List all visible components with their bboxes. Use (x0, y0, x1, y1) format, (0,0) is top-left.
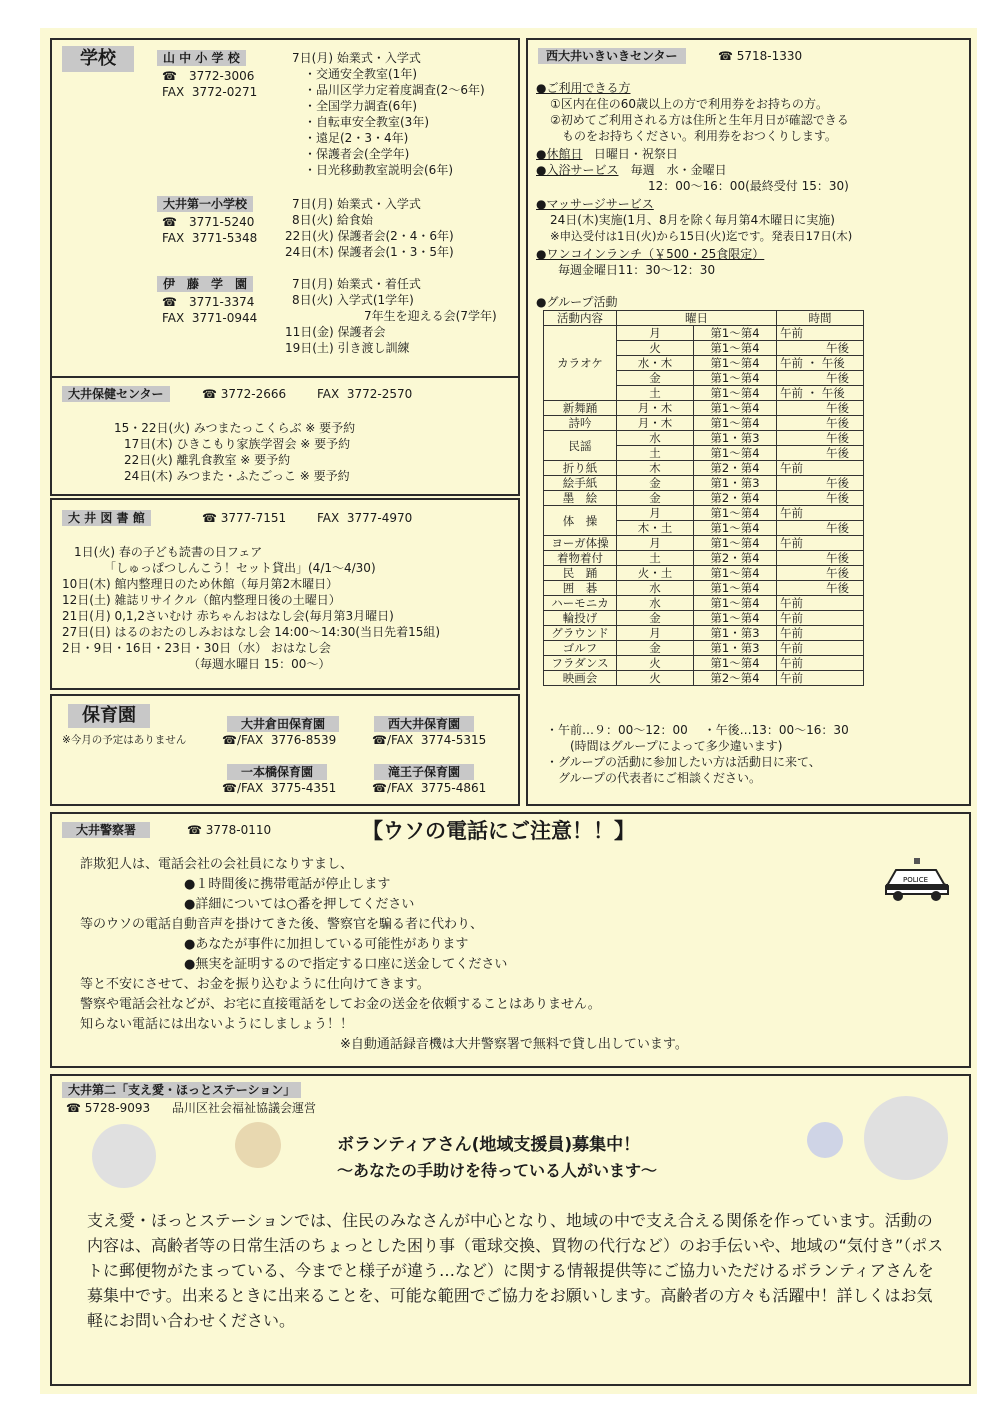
nursery4-tel: ☎/FAX 3775-4861 (372, 781, 487, 795)
school3-event: 7日(月) 始業式・着任式 (292, 277, 421, 291)
library-tel: ☎ 3777-7151 (202, 511, 287, 525)
nursery-box (50, 694, 520, 806)
group-day: 金 (617, 371, 694, 386)
police-title: 【ウソの電話にご注意！！】 (362, 819, 635, 843)
police-tel: ☎ 3778-0110 (187, 823, 272, 837)
police-officer-icon (807, 1122, 843, 1158)
people-icon (864, 1096, 948, 1180)
group-week: 第2・第4 (694, 461, 777, 476)
group-week: 第1・第3 (694, 431, 777, 446)
group-day: 水 (617, 596, 694, 611)
station-body: 支え愛・ほっとステーションでは、住民のみなさんが中心となり、地域の中で支え合える関係を作っています。活動の内容は、高齢者等の日常生活のちょっとした困り事（電球交換、買物の代行など）のお手伝いや、地域の“気付き”（ポストに郵便物がたまっている、今までと様子が違う…など）に関する情報提供等にご協力いただけるボランティアさんを募集中です。出来るときに出来ることを、可能な範囲でご協力をお願いします。高齢者の方々も活躍中！詳しくはお気軽にお問い合わせください。 (87, 1211, 944, 1330)
police-car-label: POLICE (903, 876, 929, 884)
group-time: 午後 (777, 521, 864, 536)
group-week: 第1～第4 (694, 341, 777, 356)
group-week: 第1～第4 (694, 356, 777, 371)
library-line: 27日(日) はるのおたのしみおはなし会 14:00～14:30(当日先着15組) (62, 625, 441, 639)
group-week: 第2～第4 (694, 671, 777, 686)
school1-tel: ☎ 3772-3006 (162, 69, 255, 83)
group-time: 午前 (777, 611, 864, 626)
health-fax: FAX 3772-2570 (317, 387, 413, 401)
station-title: ボランティアさん(地域支援員)募集中！ (337, 1135, 641, 1155)
school3-event: 8日(火) 入学式(1学年) (292, 293, 414, 307)
school1-event: ・日光移動教室説明会(6年) (292, 163, 453, 177)
school3-name: 伊 藤 学 園 (157, 276, 253, 292)
school1-event: ・交通安全教室(1年) (292, 67, 417, 81)
police-car-icon (882, 854, 952, 904)
group-time: 午後 (777, 341, 864, 356)
police-tag: 大井警察署 (62, 822, 150, 838)
group-day: 火 (617, 656, 694, 671)
group-week: 第1～第4 (694, 506, 777, 521)
school3-tel: ☎ 3771-3374 (162, 295, 255, 309)
group-th: 曜日 (617, 311, 777, 326)
group-activity: 着物着付 (544, 551, 617, 566)
group-week: 第1～第4 (694, 446, 777, 461)
nursery-tag: 保育園 (68, 704, 150, 728)
group-row (544, 431, 864, 446)
group-week: 第2・第4 (694, 491, 777, 506)
elderly-couple-icon (235, 1122, 281, 1168)
group-time: 午前 ・ 午後 (777, 386, 864, 401)
school1-fax: FAX 3772-0271 (162, 85, 258, 99)
group-activity: グラウンド (544, 626, 617, 641)
group-time: 午前 ・ 午後 (777, 356, 864, 371)
group-time: 午後 (777, 566, 864, 581)
group-row (544, 566, 864, 581)
group-week: 第1・第3 (694, 626, 777, 641)
police-line: ●詳細については○番を押してください (80, 897, 415, 912)
health-tag: 大井保健センター (62, 386, 170, 402)
school1-event: ・全国学力調査(6年) (292, 99, 417, 113)
group-week: 第1～第4 (694, 566, 777, 581)
center-tag: 西大井いきいきセンター (538, 48, 686, 64)
group-week: 第1～第4 (694, 416, 777, 431)
group-activity: 詩吟 (544, 416, 617, 431)
nursery3-name: 一本橋保育園 (227, 764, 327, 780)
group-activity: 映画会 (544, 671, 617, 686)
group-row (544, 416, 864, 431)
center-group-heading: ●グループ活動 (536, 295, 618, 309)
group-week: 第1～第4 (694, 521, 777, 536)
group-time: 午前 (777, 656, 864, 671)
group-day: 金 (617, 611, 694, 626)
group-time: 午前 (777, 641, 864, 656)
health-line: 24日(木) みつまた・ふたごっこ ※ 要予約 (124, 469, 350, 483)
group-time: 午後 (777, 431, 864, 446)
group-note: ・午前…９：00～12：00 ・午後…13：00～16：30 (546, 723, 849, 737)
school1-event: ・保護者会(全学年) (292, 147, 410, 161)
nursery2-name: 西大井保育園 (374, 716, 474, 732)
center-massage-line: ※申込受付は1日(火)から15日(火)迄です。発表日17日(木) (550, 229, 853, 243)
school3-event: 19日(土) 引き渡し訓練 (285, 341, 410, 355)
library-line: 「しゅっぱつしんこう！セット貸出」(4/1～4/30) (74, 561, 376, 575)
center-massage-line: 24日(木)実施(1月、8月を除く毎月第4木曜日に実施) (550, 213, 835, 227)
center-massage-heading: ●マッサージサービス (536, 197, 654, 211)
group-week: 第1～第4 (694, 656, 777, 671)
group-day: 火・土 (617, 566, 694, 581)
center-bath: 毎週 水・金曜日 (623, 163, 727, 177)
group-day: 土 (617, 386, 694, 401)
center-bath-heading: ●入浴サービス (536, 163, 619, 177)
group-day: 木・土 (617, 521, 694, 536)
group-row (544, 476, 864, 491)
health-line: 17日(木) ひきこもり家族学習会 ※ 要予約 (124, 437, 351, 451)
group-row (544, 536, 864, 551)
group-time: 午前 (777, 596, 864, 611)
group-row (544, 626, 864, 641)
school2-event: 8日(火) 給食始 (292, 213, 373, 227)
police-line: 等と不安にさせて、お金を振り込むように仕向けてきます。 (80, 977, 430, 992)
group-note: (時間はグループによって多少違います) (546, 739, 783, 753)
group-day: 金 (617, 476, 694, 491)
group-note: グループの代表者にご相談ください。 (546, 771, 762, 785)
school2-fax: FAX 3771-5348 (162, 231, 258, 245)
group-week: 第1～第4 (694, 326, 777, 341)
group-row (544, 581, 864, 596)
group-row (544, 491, 864, 506)
group-row (544, 611, 864, 626)
school2-name: 大井第一小学校 (157, 196, 253, 212)
group-day: 月・木 (617, 401, 694, 416)
group-time: 午前 (777, 506, 864, 521)
group-day: 木 (617, 461, 694, 476)
group-day: 月 (617, 326, 694, 341)
health-line: 22日(火) 離乳食教室 ※ 要予約 (124, 453, 291, 467)
group-activity: 輪投げ (544, 611, 617, 626)
group-week: 第1～第4 (694, 386, 777, 401)
school3-fax: FAX 3771-0944 (162, 311, 258, 325)
group-time: 午後 (777, 551, 864, 566)
station-org: 品川区社会福祉協議会運営 (172, 1101, 317, 1115)
group-row (544, 461, 864, 476)
group-time: 午後 (777, 476, 864, 491)
group-activity: ヨーガ体操 (544, 536, 617, 551)
police-line: 知らない電話には出ないようにしましょう！！ (80, 1017, 354, 1032)
group-day: 月 (617, 536, 694, 551)
page (40, 28, 977, 1394)
group-time: 午前 (777, 461, 864, 476)
school2-event: 24日(木) 保護者会(1・3・5年) (285, 245, 454, 259)
schools-box (50, 38, 520, 378)
police-line: ●あなたが事件に加担している可能性があります (80, 937, 469, 952)
group-th: 活動内容 (544, 311, 617, 326)
group-row (544, 551, 864, 566)
group-time: 午後 (777, 446, 864, 461)
center-use-line: ものをお持ちください。利用券をおつくりします。 (550, 129, 837, 143)
group-week: 第2・第4 (694, 551, 777, 566)
group-time: 午前 (777, 671, 864, 686)
group-day: 土 (617, 446, 694, 461)
group-week: 第1・第3 (694, 476, 777, 491)
group-activity: 囲 碁 (544, 581, 617, 596)
schools-tag: 学校 (62, 46, 134, 72)
school2-event: 22日(火) 保護者会(2・4・6年) (285, 229, 454, 243)
group-activity: 墨 絵 (544, 491, 617, 506)
group-activity: ゴルフ (544, 641, 617, 656)
group-row (544, 656, 864, 671)
group-day: 金 (617, 491, 694, 506)
station-box (50, 1074, 971, 1386)
group-row (544, 671, 864, 686)
nursery1-name: 大井倉田保育園 (227, 716, 339, 732)
group-week: 第1～第4 (694, 401, 777, 416)
group-day: 土 (617, 551, 694, 566)
group-th: 時間 (777, 311, 864, 326)
school1-event: ・遠足(2・3・4年) (292, 131, 409, 145)
group-activity: 民謡 (544, 431, 617, 461)
group-time: 午後 (777, 416, 864, 431)
shopping-person-icon (92, 1124, 156, 1188)
school3-event: 11日(金) 保護者会 (285, 325, 386, 339)
center-bath-hours: 12：00～16：00(最終受付 15：30) (648, 179, 849, 193)
police-line: 等のウソの電話自動音声を掛けてきた後、警察官を騙る者に代わり、 (80, 917, 484, 932)
group-table (543, 310, 864, 686)
center-box (526, 38, 971, 806)
nursery-note: ※今月の予定はありません (62, 734, 187, 746)
group-row (544, 506, 864, 521)
center-closed-heading: ●休館日 (536, 147, 583, 161)
police-line: ●無実を証明するので指定する口座に送金してください (80, 957, 508, 972)
school1-event: ・品川区学力定着度調査(2～6年) (292, 83, 485, 97)
library-line: 2日・9日・16日・23日・30日（水） おはなし会 (62, 641, 331, 655)
center-closed: 日曜日・祝祭日 (590, 147, 678, 161)
center-use-line: ①区内在住の60歳以上の方で利用券をお持ちの方。 (550, 97, 829, 111)
school1-event: 7日(月) 始業式・入学式 (292, 51, 421, 65)
group-activity: 民 踊 (544, 566, 617, 581)
group-activity: 折り紙 (544, 461, 617, 476)
group-row (544, 326, 864, 341)
school2-tel: ☎ 3771-5240 (162, 215, 255, 229)
school1-name: 山 中 小 学 校 (157, 50, 246, 66)
group-day: 月 (617, 506, 694, 521)
group-time: 午前 (777, 626, 864, 641)
police-line: 警察や電話会社などが、お宅に直接電話をしてお金の送金を依頼することはありません。 (80, 997, 601, 1012)
group-week: 第1～第4 (694, 596, 777, 611)
police-line: 詐欺犯人は、電話会社の会社員になりすまし、 (80, 857, 354, 872)
group-row (544, 401, 864, 416)
police-box (50, 812, 971, 1068)
center-tel: ☎ 5718-1330 (718, 49, 803, 63)
group-week: 第1～第4 (694, 536, 777, 551)
group-activity: 体 操 (544, 506, 617, 536)
group-time: 午後 (777, 491, 864, 506)
nursery2-tel: ☎/FAX 3774-5315 (372, 733, 487, 747)
group-time: 午前 (777, 326, 864, 341)
station-tag: 大井第二「支え愛・ほっとステーション」 (62, 1082, 301, 1098)
group-activity: ハーモニカ (544, 596, 617, 611)
group-day: 火 (617, 671, 694, 686)
nursery1-tel: ☎/FAX 3776-8539 (222, 733, 337, 747)
group-day: 金 (617, 641, 694, 656)
police-line: ●１時間後に携帯電話が停止します (80, 877, 391, 892)
group-time: 午前 (777, 536, 864, 551)
station-tel: ☎ 5728-9093 (66, 1101, 151, 1115)
group-day: 火 (617, 341, 694, 356)
group-day: 水 (617, 431, 694, 446)
library-box (50, 498, 520, 690)
police-line: ※自動通話録音機は大井警察署で無料で貸し出しています。 (80, 1037, 688, 1052)
group-week: 第1～第4 (694, 611, 777, 626)
group-day: 水 (617, 581, 694, 596)
nursery4-name: 滝王子保育園 (374, 764, 474, 780)
center-use-line: ②初めてご利用される方は住所と生年月日が確認できる (550, 113, 849, 127)
group-time: 午後 (777, 401, 864, 416)
library-fax: FAX 3777-4970 (317, 511, 413, 525)
group-day: 水・木 (617, 356, 694, 371)
center-lunch-heading: ●ワンコインランチ（￥500・25食限定） (536, 247, 765, 261)
school1-event: ・自転車安全教室(3年) (292, 115, 429, 129)
library-line: 12日(土) 雑誌リサイクル（館内整理日後の土曜日） (62, 593, 341, 607)
group-day: 月 (617, 626, 694, 641)
center-lunch: 毎週金曜日11：30～12：30 (558, 263, 716, 277)
library-line: 1日(火) 春の子ども読書の日フェア (74, 545, 263, 559)
group-time: 午後 (777, 581, 864, 596)
library-line: 21日(月) 0,1,2さいむけ 赤ちゃんおはなし会(毎月第3月曜日) (62, 609, 394, 623)
health-box (50, 376, 520, 496)
library-tag: 大 井 図 書 館 (62, 510, 151, 526)
school3-event: 7年生を迎える会(7学年) (352, 309, 497, 323)
station-subtitle: ～あなたの手助けを待っている人がいます～ (337, 1161, 658, 1180)
group-activity: フラダンス (544, 656, 617, 671)
group-day: 月・木 (617, 416, 694, 431)
group-activity: 新舞踊 (544, 401, 617, 416)
library-line: 10日(木) 館内整理日のため休館（毎月第2木曜日） (62, 577, 339, 591)
group-time: 午後 (777, 371, 864, 386)
library-line: （毎週水曜日 15：00～） (62, 657, 331, 671)
health-tel: ☎ 3772-2666 (202, 387, 287, 401)
group-row (544, 596, 864, 611)
group-week: 第1～第4 (694, 371, 777, 386)
nursery3-tel: ☎/FAX 3775-4351 (222, 781, 337, 795)
group-activity: 絵手紙 (544, 476, 617, 491)
center-use-heading: ●ご利用できる方 (536, 81, 631, 95)
school2-event: 7日(月) 始業式・入学式 (292, 197, 421, 211)
group-activity: カラオケ (544, 326, 617, 401)
group-note: ・グループの活動に参加したい方は活動日に来て、 (546, 755, 821, 769)
group-week: 第1～第4 (694, 581, 777, 596)
health-line: 15・22日(火) みつまたっこくらぶ ※ 要予約 (114, 421, 356, 435)
group-week: 第1・第3 (694, 641, 777, 656)
group-row (544, 641, 864, 656)
